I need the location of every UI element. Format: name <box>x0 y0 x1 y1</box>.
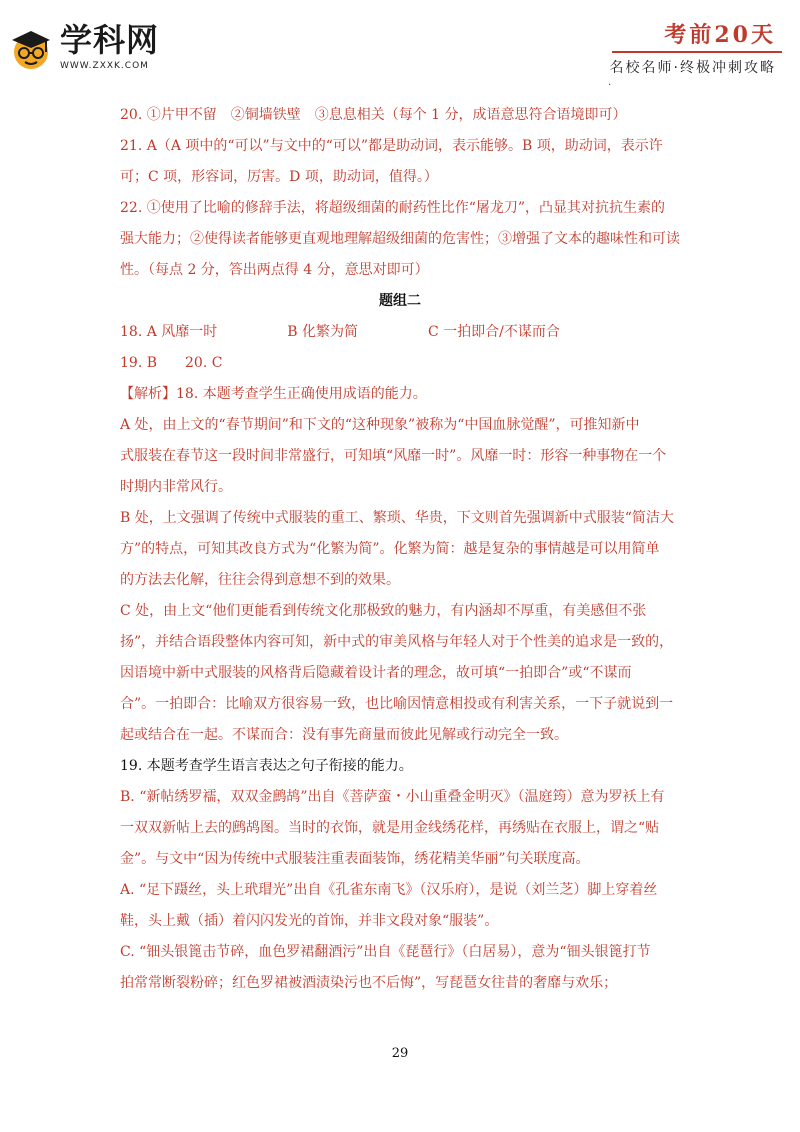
text-line: 式服装在春节这一段时间非常盛行，可知填“风靡一时”。风靡一时：形容一种事物在一个 <box>120 448 667 464</box>
text-line: 21. A（A 项中的“可以”与文中的“可以”都是助动词，表示能够。B 项，助动词，表示许 <box>120 138 663 154</box>
page-number: 29 <box>391 1046 409 1061</box>
text-line: B. “新帖绣罗襦，双双金鹧鸪”出自《菩萨蛮・小山重叠金明灭》（温庭筠）意为罗袄上有 <box>120 789 665 805</box>
text-line: B 处，上文强调了传统中式服装的重工、繁琐、华贵，下文则首先强调新中式服装“简洁大 <box>120 510 674 526</box>
answer-content <box>120 100 680 999</box>
text-line: 强大能力；②使得读者能够更直观地理解超级细菌的危害性；③增强了文本的趣味性和可读 <box>120 231 680 247</box>
text-line: C. “钿头银篦击节碎，血色罗裙翻酒污”出自《琵琶行》（白居易），意为“钿头银篦打节 <box>120 944 651 960</box>
page-header <box>0 0 800 90</box>
text-line: 22. ①使用了比喻的修辞手法，将超级细菌的耐药性比作“屠龙刀”，凸显其对抗抗生素的 <box>120 200 666 216</box>
text-line: 19. 本题考查学生语言表达之句子衔接的能力。 <box>120 758 413 774</box>
text-line: 19. B 20. C <box>120 355 223 371</box>
text-line: A. “足下蹑丝，头上玳瑁光”出自《孔雀东南飞》（汉乐府），是说（刘兰芝）脚上穿着丝 <box>120 882 658 898</box>
text-line: 一双双新帖上去的鹧鸪图。当时的衣饰，就是用金线绣花样，再绣贴在衣服上，谓之“贴 <box>120 820 660 836</box>
text-line: 18. A 风靡一时 B 化繁为简 C 一拍即合/不谋而合 <box>120 324 560 340</box>
text-line: 拍常常断裂粉碎；红色罗裙被酒渍染污也不后悔”，写琵琶女往昔的奢靡与欢乐； <box>120 975 618 991</box>
graduate-logo-icon <box>8 26 54 72</box>
text-line: 的方法去化解，往往会得到意想不到的效果。 <box>120 572 400 588</box>
text-line: C 处，由上文“他们更能看到传统文化那极致的魅力，有内涵却不厚重，有美感但不张 <box>120 603 647 619</box>
text-line: 性。（每点 2 分，答出两点得 4 分，意思对即可） <box>120 262 429 278</box>
section-heading: 题组二 <box>379 293 421 309</box>
header-dot: · <box>608 80 612 91</box>
text-line: 时期内非常风行。 <box>120 479 232 495</box>
text-line: 鞋，头上戴（插）着闪闪发光的首饰，并非文段对象“服装”。 <box>120 913 499 929</box>
brand-url: WWW.ZXXK.COM <box>60 61 149 71</box>
text-line: 【解析】18. 本题考查学生正确使用成语的能力。 <box>120 386 427 402</box>
header-subtitle: 名校名师·终极冲刺攻略 <box>609 60 776 76</box>
text-line: 可；C 项，形容词，厉害。D 项，助动词，值得。） <box>120 169 438 185</box>
text-line: 金”。与文中“因为传统中式服装注重表面装饰，绣花精美华丽”句关联度高。 <box>120 851 590 867</box>
text-line: 合”。一拍即合：比喻双方很容易一致，也比喻因情意相投或有利害关系，一下子就说到一 <box>120 696 674 712</box>
header-divider <box>612 51 782 53</box>
text-line: 扬”，并结合语段整体内容可知，新中式的审美风格与年轻人对于个性美的追求是一致的， <box>120 634 674 650</box>
text-line: 方”的特点，可知其改良方式为“化繁为简”。化繁为简：越是复杂的事情越是可以用简单 <box>120 541 660 557</box>
text-line: 20. ①片甲不留 ②铜墙铁壁 ③息息相关（每个 1 分，成语意思符合语境即可） <box>120 107 627 123</box>
text-line: 因语境中新中式服装的风格背后隐藏着设计者的理念，故可填“一拍即合”或“不谋而 <box>120 665 632 681</box>
text-line: 起或结合在一起。不谋而合：没有事先商量而彼此见解或行动完全一致。 <box>120 727 568 743</box>
brand-logo-text: 学科网 <box>60 21 160 59</box>
header-title: 考前20天 <box>664 22 776 48</box>
text-line: A 处，由上文的“春节期间”和下文的“这种现象”被称为“中国血脉觉醒”，可推知新中 <box>120 417 640 433</box>
